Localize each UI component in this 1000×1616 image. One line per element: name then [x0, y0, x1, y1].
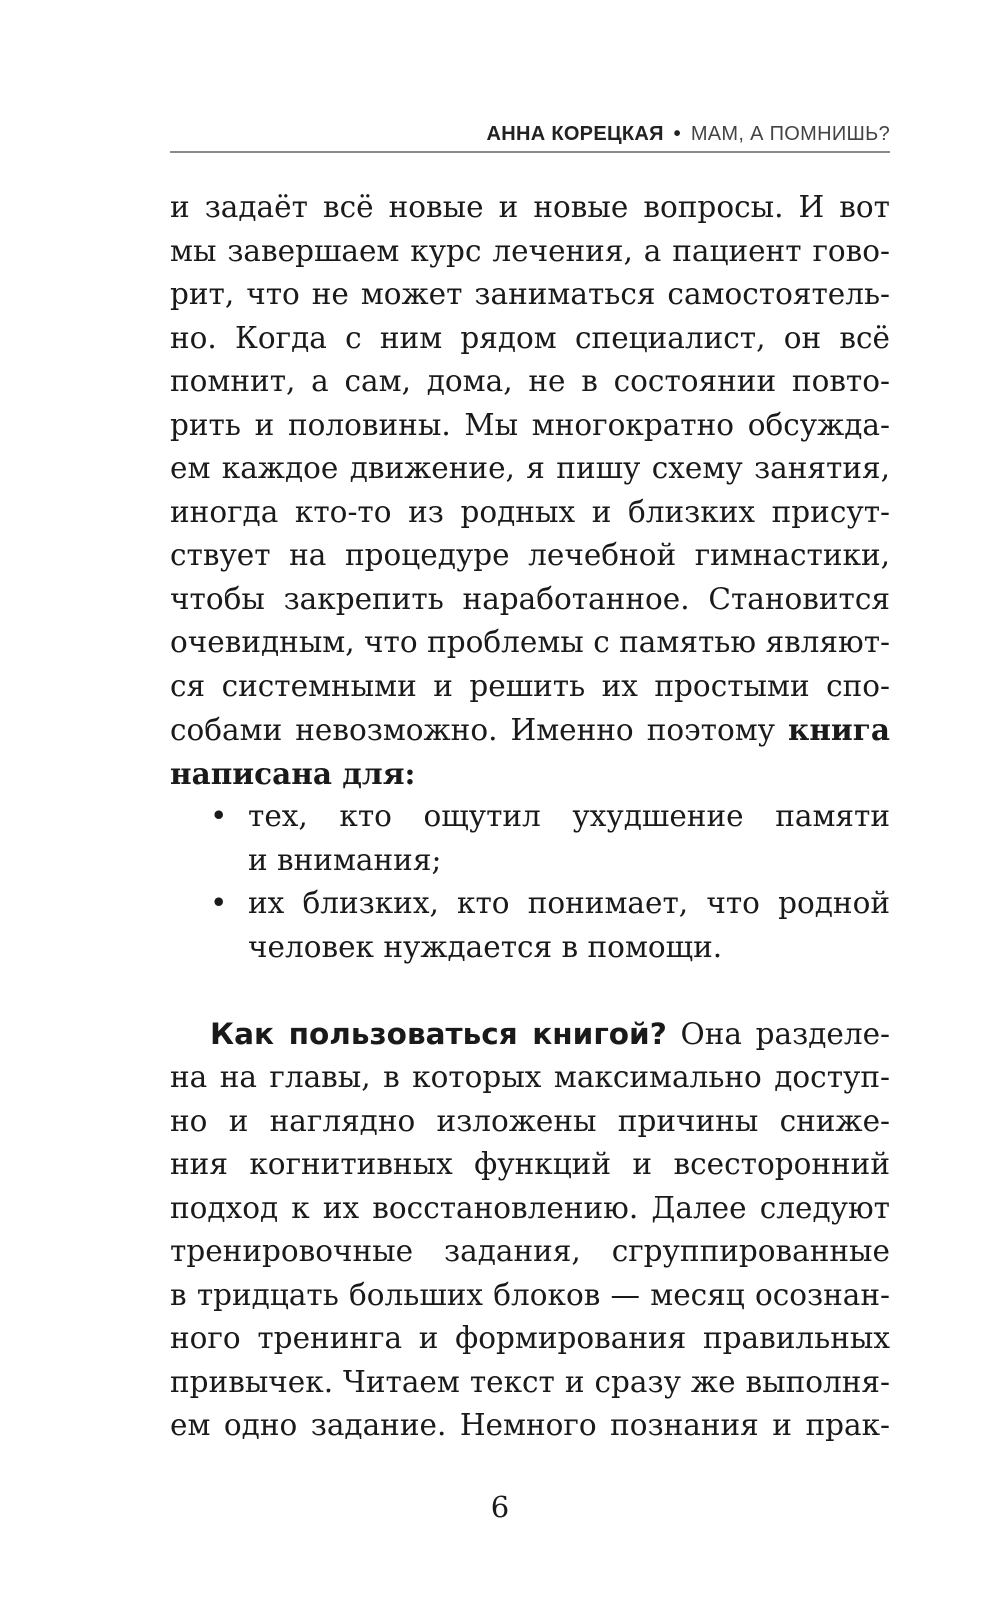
running-head-book-title: МАМ, А ПОМНИШЬ?	[690, 123, 890, 145]
emphasis-line: написана для:	[170, 755, 416, 791]
text-line: и задаёт всё новые и новые вопросы. И вот	[170, 190, 890, 224]
text-segment: собами невозможно. Именно поэтому	[170, 713, 789, 747]
text-line	[170, 1013, 890, 1057]
text-line: ствует на процедуре лечебной гимнастики,	[170, 538, 890, 572]
running-head-author: АННА КОРЕЦКАЯ	[486, 123, 664, 145]
paragraph-spacer	[170, 969, 890, 1013]
text-line: но. Когда с ним рядом специалист, он всё	[170, 320, 890, 355]
section-heading: Как пользоваться книгой?	[210, 1016, 667, 1051]
text-segment: Она разделе-	[666, 1016, 890, 1051]
bullet-icon: •	[210, 886, 228, 920]
text-line: помнит, а сам, дома, не в состоянии повто-	[170, 364, 890, 398]
list-item	[170, 882, 890, 969]
text-line: ем каждое движение, я пишу схему занятия,	[170, 451, 890, 485]
text-line: но и наглядно изложены причины сниже-	[170, 1103, 890, 1138]
text-line: и внимания;	[248, 842, 442, 877]
page-number: 6	[490, 1490, 510, 1524]
text-line: ем одно задание. Немного познания и прак-	[170, 1408, 890, 1442]
audience-list	[170, 795, 890, 969]
text-line: рит, что не может заниматься самостоятель-	[170, 277, 890, 311]
bullet-icon: •	[210, 799, 228, 833]
text-line: ся системными и решить их простыми спо-	[170, 668, 890, 703]
text-line: рить и половины. Мы многократно обсужда-	[170, 407, 890, 442]
text-line: подход к их восстановлению. Далее следуют	[170, 1190, 890, 1225]
paragraph-2	[170, 1013, 890, 1448]
text-line: мы завершаем курс лечения, а пациент гово-	[170, 233, 890, 268]
page-body	[170, 186, 890, 1448]
text-line: ния когнитивных функций и всесторонний	[170, 1147, 890, 1181]
text-line: их близких, кто понимает, что родной	[248, 886, 890, 920]
header-divider	[170, 151, 890, 153]
text-line	[170, 708, 890, 752]
list-item	[170, 795, 890, 882]
text-line: ного тренинга и формирования правильных	[170, 1321, 890, 1355]
text-line: привычек. Читаем текст и сразу же выполня-	[170, 1364, 890, 1399]
text-line: человек нуждается в помощи.	[248, 929, 723, 964]
running-head-separator: •	[673, 123, 681, 145]
emphasis-text: книга	[788, 712, 890, 747]
text-line: очевидным, что проблемы с памятью являют-	[170, 625, 890, 659]
text-line: тренировочные задания, сгруппированные	[170, 1234, 890, 1268]
text-line: чтобы закрепить наработанное. Становится	[170, 581, 890, 616]
paragraph-1	[170, 186, 890, 795]
text-line: на на главы, в которых максимально доступ-	[170, 1060, 890, 1094]
text-line: тех, кто ощутил ухудшение памяти	[248, 799, 890, 833]
text-line: в тридцать больших блоков — месяц осознан-	[170, 1277, 890, 1312]
running-head	[170, 120, 890, 148]
text-line: иногда кто-то из родных и близких присут-	[170, 494, 890, 529]
